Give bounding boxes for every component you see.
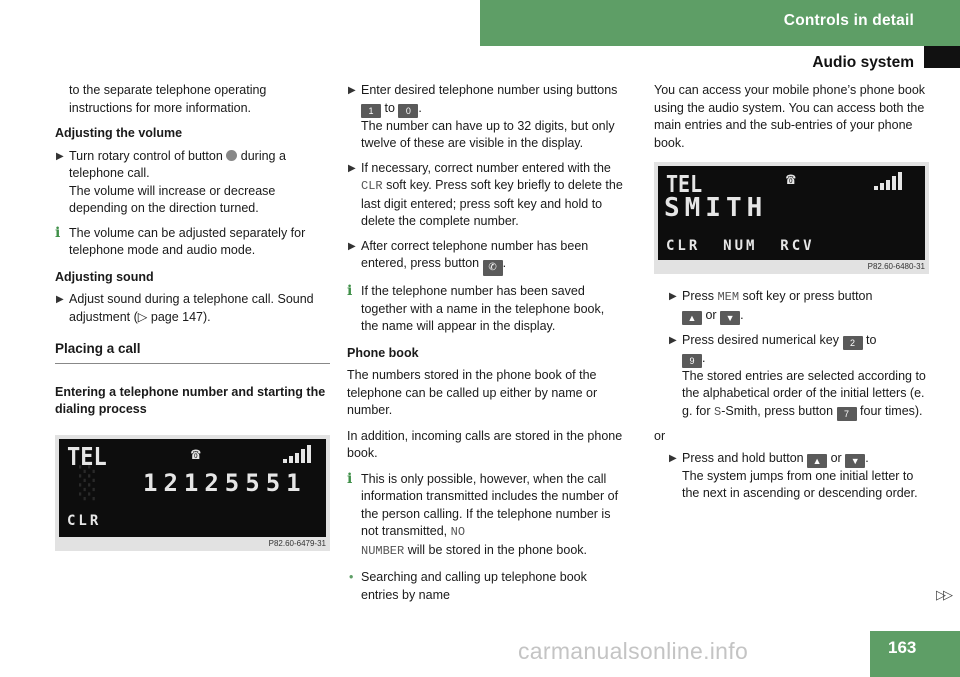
intro-text: You can access your mobile phone’s phone book using the audio system. You can access both the main entries and the sub-entries of your phone book. <box>654 83 926 150</box>
watermark: carmanualsonline.info <box>518 638 749 664</box>
mem-step: ▶ Press MEM soft key or press button ▲ or ▼ . <box>669 289 873 323</box>
softkey-label: MEM <box>717 290 740 304</box>
step-text: four times). <box>860 403 923 418</box>
figure-caption: P82.60-6480-31 <box>867 262 925 271</box>
step-text: to <box>865 332 877 347</box>
arrow-icon: ▶ <box>56 150 64 162</box>
display-text: NUMBER <box>361 543 405 558</box>
lcd-ghost: ░ <box>79 465 98 501</box>
key-7-icon: 7 <box>837 407 857 421</box>
or-text: or <box>654 429 666 443</box>
arrow-icon: ▶ <box>348 85 356 96</box>
step-text: soft key. Press soft key briefly to delete the last digit entered; press soft key and hold to delete the complete number. <box>361 178 623 228</box>
softkey-label: CLR <box>361 179 383 193</box>
step-text: or <box>830 450 842 465</box>
step-text: The system jumps from one initial letter to the next in ascending or descending order. <box>682 468 918 500</box>
bullet-item <box>347 569 625 604</box>
step-text: or <box>705 307 717 322</box>
info-icon: i <box>347 283 353 299</box>
column-1 <box>55 82 330 551</box>
arrow-icon: ▶ <box>669 291 677 302</box>
enter-number-step: ▶ Enter desired telephone number using buttons 1 to 0 . The number can have up to 32 digits, but only twelve of these are visible in the display. <box>348 83 618 150</box>
key-1-icon: 1 <box>361 104 381 118</box>
arrow-icon: ▶ <box>348 240 356 252</box>
phonebook-text: The numbers stored in the phone book of the telephone can be called up either by name or number. <box>347 368 598 417</box>
column-2 <box>347 82 625 604</box>
bullet-text: Searching and calling up telephone book entries by name <box>361 570 587 602</box>
step-text: After correct telephone number has been entered, press button <box>361 238 589 270</box>
info-text: If the telephone number has been saved together with a name in the telephone book, the name will appear in the display. <box>361 284 605 333</box>
intro-text: to the separate telephone operating instructions for more information. <box>69 83 267 115</box>
arrow-icon: ▶ <box>56 294 64 305</box>
figure-caption: P82.60-6479-31 <box>268 538 326 548</box>
lcd-screen <box>658 166 925 260</box>
section-heading: Placing a call <box>55 340 330 364</box>
info-icon: i <box>55 224 61 241</box>
display-text: S <box>713 404 722 419</box>
handset-icon: ☎ <box>786 169 796 188</box>
sound-heading: Adjusting sound <box>55 269 154 284</box>
up-button-icon: ▲ <box>807 454 827 468</box>
signal-strength-icon <box>874 172 902 190</box>
phonebook-heading: Phone book <box>347 345 419 360</box>
down-button-icon: ▼ <box>845 454 865 468</box>
info-note <box>347 471 625 561</box>
arrow-icon: ▶ <box>348 162 356 174</box>
signal-strength-icon <box>283 445 311 463</box>
call-button-icon: ✆ <box>483 260 503 276</box>
display-figure-2 <box>654 162 929 274</box>
lcd-softkeys: CLR NUM RCV <box>666 238 815 254</box>
section-title: Controls in detail <box>783 12 914 29</box>
numerical-key-step: ▶ Press desired numerical key 2 to 9 . The stored entries are selected according to the alphabetical order of the initial letters (e. g. for S-Smith, press button 7 four times). <box>669 332 926 419</box>
entering-heading: Entering a telephone number and starting the dialing process <box>55 384 326 416</box>
info-text: will be stored in the phone book. <box>407 542 587 557</box>
lcd-name: SMITH <box>664 193 768 223</box>
step-text: The stored entries are selected according to the alphabetical order of the initial letters (e. g. for <box>682 368 926 418</box>
correct-number-step <box>347 160 625 231</box>
sound-step <box>55 291 330 326</box>
key-2-icon: 2 <box>843 336 863 350</box>
step-text: during a telephone call. <box>69 148 286 180</box>
handset-icon: ☎ <box>191 443 201 463</box>
arrow-icon: ▶ <box>669 452 677 464</box>
down-button-icon: ▼ <box>720 311 740 325</box>
dial-step: ▶ After correct telephone number has been entered, press button ✆ . <box>347 238 625 277</box>
key-0-icon: 0 <box>398 104 418 118</box>
continue-icon: ▷▷ <box>936 587 950 602</box>
display-figure-1 <box>55 435 330 551</box>
step-text: Press desired numerical key <box>682 332 840 347</box>
info-text: The volume can be adjusted separately for telephone mode and audio mode. <box>69 225 306 257</box>
up-button-icon: ▲ <box>682 311 702 325</box>
step-text: to <box>384 100 395 115</box>
info-text: This is only possible, however, when the call information transmitted includes the number of the person calling. If the telephone number is not transmitted, <box>361 471 619 538</box>
subsection-title: Audio system <box>812 54 914 71</box>
phone-rotary-button-icon <box>226 150 237 161</box>
press-hold-step: ▶ Press and hold button ▲ or ▼ . The system jumps from one initial letter to the next in ascending or descending order. <box>669 450 918 500</box>
lcd-tel: TEL <box>67 442 107 472</box>
lcd-softkey-clr: CLR <box>67 512 102 529</box>
page-number: 163 <box>870 631 960 677</box>
column-3 <box>654 82 929 510</box>
step-text: Turn rotary control of button <box>69 148 223 163</box>
lcd-number: 12125551 <box>143 468 307 497</box>
volume-heading: Adjusting the volume <box>55 126 183 140</box>
step-text: If necessary, correct number entered with the <box>361 160 611 175</box>
info-note <box>347 283 625 336</box>
step-text: Adjust sound during a telephone call. Sound adjustment (▷ page 147). <box>69 292 314 324</box>
step-text: -Smith, press button <box>721 403 834 418</box>
header-bar <box>480 0 960 46</box>
step-text: Enter desired telephone number using buttons <box>361 83 618 97</box>
display-text: NO <box>450 525 466 539</box>
info-note <box>55 225 330 260</box>
bullet-icon: • <box>349 570 354 584</box>
key-9-icon: 9 <box>682 354 702 368</box>
arrow-icon: ▶ <box>669 334 677 346</box>
lcd-screen <box>59 439 326 537</box>
step-text: The volume will increase or decrease depending on the direction turned. <box>69 183 276 215</box>
header-marker <box>924 46 960 68</box>
step-text: The number can have up to 32 digits, but only twelve of these are visible in the display. <box>361 118 615 150</box>
volume-step <box>55 148 330 218</box>
step-text: Press <box>682 289 714 303</box>
info-icon: i <box>347 470 353 487</box>
step-text: Press and hold button <box>682 450 804 465</box>
lcd-tel: TEL <box>666 170 703 198</box>
step-text: soft key or press button <box>742 289 873 303</box>
phonebook-text: In addition, incoming calls are stored in the phone book. <box>347 428 623 460</box>
